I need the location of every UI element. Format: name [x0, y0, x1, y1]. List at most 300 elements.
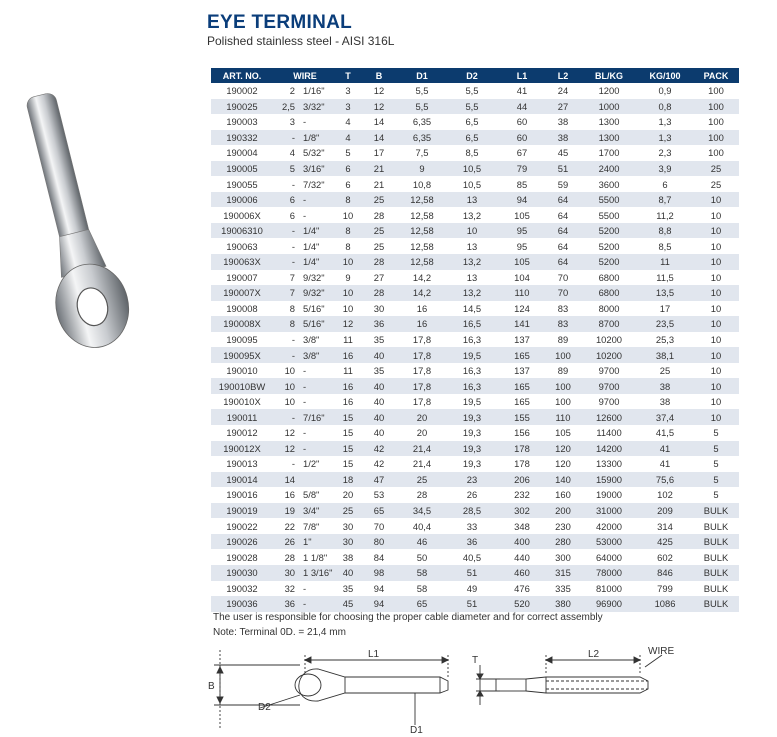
cell-l2: 83 [545, 316, 581, 332]
cell-t: 5 [337, 145, 359, 161]
cell-wire-inch: - [301, 192, 337, 208]
cell-wire-inch: 1/2" [301, 456, 337, 472]
table-row [211, 347, 739, 363]
cell-l1: 400 [499, 534, 545, 550]
cell-d1: 20 [399, 409, 445, 425]
cell-art-no: 190013 [211, 456, 273, 472]
cell-d2: 16,3 [445, 363, 499, 379]
cell-wire-mm: 8 [273, 316, 301, 332]
cell-pack: 25 [693, 176, 739, 192]
responsibility-note: The user is responsible for choosing the proper cable diameter and for correct assembly [213, 612, 603, 623]
table-row [211, 254, 739, 270]
cell-d1: 46 [399, 534, 445, 550]
table-row [211, 565, 739, 581]
cell-wire-inch: - [301, 425, 337, 441]
table-row [211, 99, 739, 115]
cell-b: 42 [359, 456, 399, 472]
cell-kg-100: 8,5 [637, 238, 693, 254]
cell-d2: 33 [445, 518, 499, 534]
cell-l1: 94 [499, 192, 545, 208]
cell-wire-inch: 9/32" [301, 285, 337, 301]
col-header-wire: WIRE [273, 68, 337, 83]
cell-wire-inch: 3/8" [301, 332, 337, 348]
cell-l2: 45 [545, 145, 581, 161]
cell-wire-mm: 19 [273, 503, 301, 519]
cell-wire-mm: 3 [273, 114, 301, 130]
cell-pack: 5 [693, 425, 739, 441]
cell-pack: 10 [693, 254, 739, 270]
cell-t: 4 [337, 130, 359, 146]
cell-l2: 64 [545, 223, 581, 239]
cell-d2: 10 [445, 223, 499, 239]
cell-pack: 5 [693, 456, 739, 472]
cell-art-no: 190005 [211, 161, 273, 177]
cell-d2: 28,5 [445, 503, 499, 519]
table-row [211, 472, 739, 488]
cell-d2: 36 [445, 534, 499, 550]
cell-bl-kg: 5200 [581, 238, 637, 254]
cell-kg-100: 799 [637, 581, 693, 597]
cell-t: 11 [337, 332, 359, 348]
cell-wire-mm: 2 [273, 83, 301, 99]
cell-wire-inch: 5/8" [301, 487, 337, 503]
cell-l2: 70 [545, 285, 581, 301]
cell-wire-mm: - [273, 332, 301, 348]
cell-l2: 315 [545, 565, 581, 581]
cell-d1: 5,5 [399, 99, 445, 115]
cell-kg-100: 25,3 [637, 332, 693, 348]
cell-b: 40 [359, 394, 399, 410]
cell-l2: 160 [545, 487, 581, 503]
cell-wire-mm: 12 [273, 441, 301, 457]
cell-wire-mm: - [273, 238, 301, 254]
cell-l1: 440 [499, 549, 545, 565]
cell-b: 25 [359, 238, 399, 254]
cell-t: 11 [337, 363, 359, 379]
cell-l2: 280 [545, 534, 581, 550]
cell-pack: 10 [693, 409, 739, 425]
cell-bl-kg: 10200 [581, 347, 637, 363]
cell-pack: 10 [693, 394, 739, 410]
col-header-kg-100: KG/100 [637, 68, 693, 83]
cell-pack: 10 [693, 238, 739, 254]
cell-t: 8 [337, 238, 359, 254]
table-body [211, 83, 739, 612]
cell-bl-kg: 15900 [581, 472, 637, 488]
cell-d2: 51 [445, 565, 499, 581]
cell-bl-kg: 42000 [581, 518, 637, 534]
cell-d1: 17,8 [399, 378, 445, 394]
cell-wire-inch [301, 472, 337, 488]
table-row [211, 549, 739, 565]
cell-b: 94 [359, 596, 399, 612]
cell-art-no: 190003 [211, 114, 273, 130]
cell-t: 6 [337, 176, 359, 192]
cell-t: 6 [337, 161, 359, 177]
cell-d2: 5,5 [445, 83, 499, 99]
table-row [211, 409, 739, 425]
cell-l2: 51 [545, 161, 581, 177]
cell-pack: 10 [693, 301, 739, 317]
cell-l1: 476 [499, 581, 545, 597]
cell-wire-inch: 5/16" [301, 301, 337, 317]
cell-bl-kg: 96900 [581, 596, 637, 612]
cell-bl-kg: 1000 [581, 99, 637, 115]
cell-kg-100: 23,5 [637, 316, 693, 332]
cell-kg-100: 41 [637, 441, 693, 457]
table-row [211, 363, 739, 379]
cell-pack: 10 [693, 223, 739, 239]
cell-pack: 10 [693, 363, 739, 379]
cell-d2: 19,5 [445, 394, 499, 410]
cell-d2: 10,5 [445, 161, 499, 177]
cell-t: 10 [337, 285, 359, 301]
table-row [211, 238, 739, 254]
cell-b: 21 [359, 176, 399, 192]
cell-kg-100: 0,8 [637, 99, 693, 115]
spec-table [211, 68, 739, 612]
cell-pack: 100 [693, 114, 739, 130]
cell-l2: 110 [545, 409, 581, 425]
cell-pack: 10 [693, 207, 739, 223]
cell-d2: 5,5 [445, 99, 499, 115]
cell-d1: 40,4 [399, 518, 445, 534]
cell-art-no: 190025 [211, 99, 273, 115]
cell-t: 15 [337, 456, 359, 472]
table-row [211, 518, 739, 534]
table-row [211, 130, 739, 146]
cell-kg-100: 11,2 [637, 207, 693, 223]
cell-d1: 12,58 [399, 207, 445, 223]
cell-wire-inch: - [301, 441, 337, 457]
cell-b: 84 [359, 549, 399, 565]
cell-l1: 105 [499, 207, 545, 223]
cell-wire-inch: 1/4" [301, 254, 337, 270]
cell-d2: 8,5 [445, 145, 499, 161]
cell-b: 28 [359, 285, 399, 301]
cell-wire-mm: 16 [273, 487, 301, 503]
cell-b: 35 [359, 332, 399, 348]
cell-pack: 10 [693, 347, 739, 363]
col-header-pack: PACK [693, 68, 739, 83]
cell-kg-100: 11,5 [637, 270, 693, 286]
cell-kg-100: 38,1 [637, 347, 693, 363]
cell-l2: 38 [545, 130, 581, 146]
cell-art-no: 190004 [211, 145, 273, 161]
col-header-l1: L1 [499, 68, 545, 83]
cell-d1: 12,58 [399, 254, 445, 270]
cell-pack: 10 [693, 285, 739, 301]
cell-d2: 19,3 [445, 425, 499, 441]
table-row [211, 270, 739, 286]
cell-kg-100: 37,4 [637, 409, 693, 425]
cell-bl-kg: 31000 [581, 503, 637, 519]
cell-l2: 64 [545, 238, 581, 254]
cell-pack: 100 [693, 83, 739, 99]
eye-terminal-photo [18, 78, 193, 358]
table-header-row [211, 68, 739, 83]
cell-d2: 10,5 [445, 176, 499, 192]
table-row [211, 83, 739, 99]
cell-bl-kg: 1300 [581, 130, 637, 146]
cell-wire-inch: - [301, 363, 337, 379]
cell-wire-mm: 4 [273, 145, 301, 161]
cell-l2: 105 [545, 425, 581, 441]
cell-b: 36 [359, 316, 399, 332]
cell-art-no: 190012 [211, 425, 273, 441]
cell-pack: 5 [693, 441, 739, 457]
cell-b: 47 [359, 472, 399, 488]
cell-t: 8 [337, 223, 359, 239]
cell-l2: 230 [545, 518, 581, 534]
cell-art-no: 190014 [211, 472, 273, 488]
cell-d1: 50 [399, 549, 445, 565]
cell-l2: 83 [545, 301, 581, 317]
cell-l2: 120 [545, 441, 581, 457]
cell-wire-mm: 10 [273, 363, 301, 379]
cell-l1: 302 [499, 503, 545, 519]
cell-d1: 16 [399, 301, 445, 317]
cell-wire-inch: 1 1/8" [301, 549, 337, 565]
cell-wire-mm: 12 [273, 425, 301, 441]
cell-l2: 380 [545, 596, 581, 612]
cell-d2: 26 [445, 487, 499, 503]
cell-pack: 25 [693, 161, 739, 177]
cell-t: 35 [337, 581, 359, 597]
cell-bl-kg: 81000 [581, 581, 637, 597]
cell-d1: 10,8 [399, 176, 445, 192]
cell-t: 20 [337, 487, 359, 503]
cell-b: 65 [359, 503, 399, 519]
cell-b: 28 [359, 254, 399, 270]
cell-l2: 89 [545, 363, 581, 379]
cell-art-no: 190028 [211, 549, 273, 565]
cell-d1: 34,5 [399, 503, 445, 519]
cell-l1: 67 [499, 145, 545, 161]
cell-bl-kg: 8700 [581, 316, 637, 332]
label-l2: L2 [588, 649, 600, 660]
cell-wire-inch: 1 3/16" [301, 565, 337, 581]
cell-kg-100: 314 [637, 518, 693, 534]
cell-art-no: 190002 [211, 83, 273, 99]
cell-d2: 16,3 [445, 378, 499, 394]
cell-d1: 20 [399, 425, 445, 441]
cell-wire-mm: - [273, 130, 301, 146]
cell-d1: 25 [399, 472, 445, 488]
cell-art-no: 190095 [211, 332, 273, 348]
cell-art-no: 190095X [211, 347, 273, 363]
cell-kg-100: 41,5 [637, 425, 693, 441]
cell-wire-mm: 22 [273, 518, 301, 534]
cell-l1: 41 [499, 83, 545, 99]
cell-wire-inch: 3/8" [301, 347, 337, 363]
cell-t: 10 [337, 301, 359, 317]
cell-pack: 10 [693, 332, 739, 348]
cell-d1: 16 [399, 316, 445, 332]
table-row [211, 223, 739, 239]
cell-l1: 206 [499, 472, 545, 488]
cell-kg-100: 25 [637, 363, 693, 379]
cell-kg-100: 38 [637, 394, 693, 410]
label-b: B [208, 681, 215, 692]
table-row [211, 332, 739, 348]
table-row [211, 176, 739, 192]
table-row [211, 161, 739, 177]
cell-art-no: 190026 [211, 534, 273, 550]
cell-wire-inch: - [301, 581, 337, 597]
cell-d1: 12,58 [399, 223, 445, 239]
table-row [211, 285, 739, 301]
cell-art-no: 190007X [211, 285, 273, 301]
cell-t: 16 [337, 347, 359, 363]
col-header-d2: D2 [445, 68, 499, 83]
cell-l1: 95 [499, 223, 545, 239]
table-row [211, 301, 739, 317]
cell-pack: 10 [693, 316, 739, 332]
cell-bl-kg: 9700 [581, 394, 637, 410]
cell-wire-inch: 1/16" [301, 83, 337, 99]
cell-d2: 19,3 [445, 409, 499, 425]
cell-l1: 232 [499, 487, 545, 503]
cell-kg-100: 1086 [637, 596, 693, 612]
cell-art-no: 190019 [211, 503, 273, 519]
cell-wire-mm: 2,5 [273, 99, 301, 115]
table-row [211, 596, 739, 612]
cell-d1: 14,2 [399, 285, 445, 301]
cell-wire-mm: 32 [273, 581, 301, 597]
cell-bl-kg: 10200 [581, 332, 637, 348]
cell-l2: 24 [545, 83, 581, 99]
cell-d1: 17,8 [399, 347, 445, 363]
cell-b: 12 [359, 83, 399, 99]
cell-d2: 19,5 [445, 347, 499, 363]
cell-l1: 104 [499, 270, 545, 286]
cell-bl-kg: 3600 [581, 176, 637, 192]
label-d1: D1 [410, 725, 423, 735]
cell-bl-kg: 64000 [581, 549, 637, 565]
cell-l1: 460 [499, 565, 545, 581]
cell-d2: 13,2 [445, 254, 499, 270]
cell-art-no: 190036 [211, 596, 273, 612]
cell-kg-100: 1,3 [637, 130, 693, 146]
cell-wire-mm: 28 [273, 549, 301, 565]
cell-b: 40 [359, 347, 399, 363]
cell-l1: 348 [499, 518, 545, 534]
cell-wire-mm: - [273, 456, 301, 472]
cell-d2: 40,5 [445, 549, 499, 565]
cell-d2: 13 [445, 238, 499, 254]
cell-d1: 17,8 [399, 394, 445, 410]
cell-b: 30 [359, 301, 399, 317]
cell-bl-kg: 9700 [581, 363, 637, 379]
technical-drawing [200, 645, 760, 735]
cell-d2: 13 [445, 270, 499, 286]
cell-d1: 6,35 [399, 114, 445, 130]
cell-d2: 23 [445, 472, 499, 488]
cell-bl-kg: 12600 [581, 409, 637, 425]
cell-wire-inch: 3/16" [301, 161, 337, 177]
cell-art-no: 190008 [211, 301, 273, 317]
cell-t: 15 [337, 441, 359, 457]
cell-d1: 12,58 [399, 192, 445, 208]
table-row [211, 192, 739, 208]
cell-wire-mm: 10 [273, 394, 301, 410]
cell-l1: 141 [499, 316, 545, 332]
cell-t: 18 [337, 472, 359, 488]
cell-d1: 7,5 [399, 145, 445, 161]
cell-t: 16 [337, 394, 359, 410]
cell-wire-mm: 6 [273, 192, 301, 208]
cell-d2: 13,2 [445, 207, 499, 223]
cell-wire-mm: 14 [273, 472, 301, 488]
cell-l1: 178 [499, 456, 545, 472]
cell-kg-100: 602 [637, 549, 693, 565]
cell-t: 15 [337, 409, 359, 425]
cell-wire-mm: 7 [273, 285, 301, 301]
cell-art-no: 190016 [211, 487, 273, 503]
cell-bl-kg: 2400 [581, 161, 637, 177]
cell-wire-inch: 9/32" [301, 270, 337, 286]
cell-wire-mm: - [273, 223, 301, 239]
cell-bl-kg: 78000 [581, 565, 637, 581]
cell-l2: 335 [545, 581, 581, 597]
cell-kg-100: 8,7 [637, 192, 693, 208]
top-view-drawing [476, 655, 662, 705]
cell-d2: 6,5 [445, 130, 499, 146]
cell-l2: 27 [545, 99, 581, 115]
table-row [211, 456, 739, 472]
cell-art-no: 190010 [211, 363, 273, 379]
cell-d1: 28 [399, 487, 445, 503]
cell-t: 9 [337, 270, 359, 286]
cell-kg-100: 425 [637, 534, 693, 550]
terminal-note: Note: Terminal 0D. = 21,4 mm [213, 627, 346, 638]
cell-t: 3 [337, 83, 359, 99]
label-l1: L1 [368, 649, 380, 660]
cell-d1: 58 [399, 565, 445, 581]
cell-wire-mm: - [273, 347, 301, 363]
cell-bl-kg: 19000 [581, 487, 637, 503]
cell-pack: 100 [693, 99, 739, 115]
cell-kg-100: 13,5 [637, 285, 693, 301]
cell-t: 8 [337, 192, 359, 208]
cell-bl-kg: 1300 [581, 114, 637, 130]
side-view-drawing [214, 650, 448, 730]
cell-kg-100: 846 [637, 565, 693, 581]
cell-kg-100: 6 [637, 176, 693, 192]
cell-b: 17 [359, 145, 399, 161]
cell-l2: 70 [545, 270, 581, 286]
cell-bl-kg: 6800 [581, 285, 637, 301]
cell-bl-kg: 13300 [581, 456, 637, 472]
table-row [211, 145, 739, 161]
cell-wire-inch: - [301, 207, 337, 223]
cell-b: 35 [359, 363, 399, 379]
cell-b: 98 [359, 565, 399, 581]
table-row [211, 207, 739, 223]
cell-wire-inch: - [301, 114, 337, 130]
cell-bl-kg: 5500 [581, 207, 637, 223]
cell-art-no: 190010X [211, 394, 273, 410]
cell-wire-mm: 5 [273, 161, 301, 177]
col-header-d1: D1 [399, 68, 445, 83]
cell-wire-inch: 1" [301, 534, 337, 550]
cell-wire-inch: 3/4" [301, 503, 337, 519]
col-header-bl-kg: BL/KG [581, 68, 637, 83]
cell-t: 30 [337, 534, 359, 550]
cell-l1: 165 [499, 394, 545, 410]
cell-pack: 100 [693, 130, 739, 146]
